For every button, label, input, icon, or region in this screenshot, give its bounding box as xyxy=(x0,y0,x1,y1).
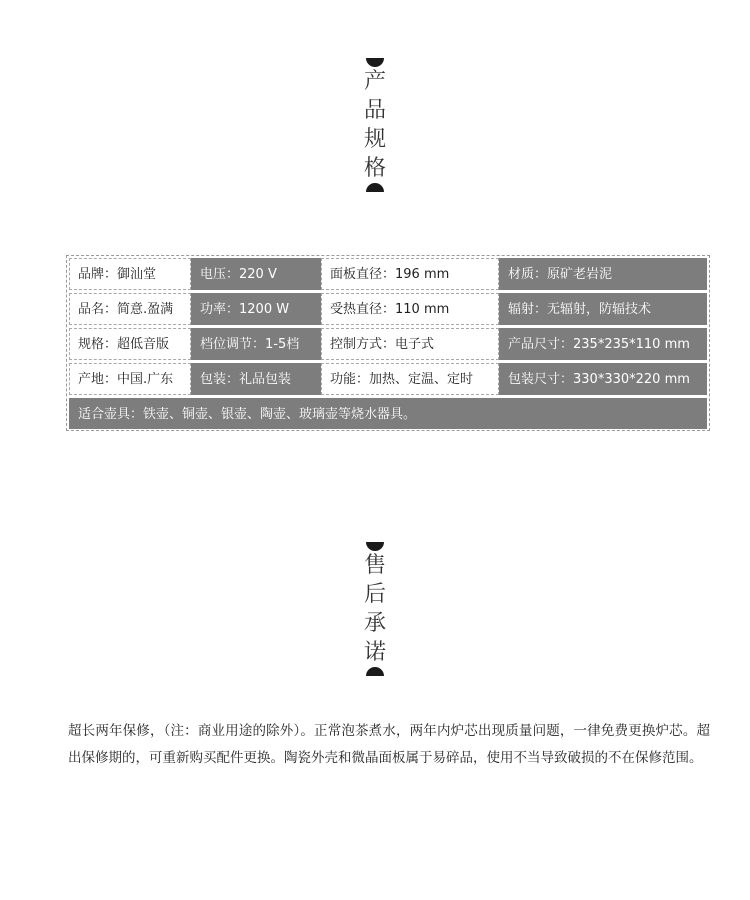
title-char: 品 xyxy=(363,98,386,123)
spec-brand: 品牌：御汕堂 xyxy=(69,258,191,290)
spec-control-mode: 控制方式：电子式 xyxy=(321,328,499,360)
spec-package-size: 包装尺寸：330*330*220 mm xyxy=(499,363,707,395)
spec-section-title xyxy=(360,58,390,192)
bracket-top-icon xyxy=(366,58,384,67)
spec-functions: 功能：加热、定温、定时 xyxy=(321,363,499,395)
warranty-text: 超长两年保修，（注：商业用途的除外）。正常泡茶煮水，两年内炉芯出现质量问题，一律免费更换炉芯。超出保修期的，可重新购买配件更换。陶瓷外壳和微晶面板属于易碎品，使用不当导致破损的不在保修范围。 xyxy=(68,723,710,766)
spec-version: 规格：超低音版 xyxy=(69,328,191,360)
bracket-bottom-icon xyxy=(366,667,384,676)
spec-power: 功率：1200 W xyxy=(191,293,321,325)
title-char: 诺 xyxy=(363,640,386,665)
spec-gear-levels: 档位调节：1-5档 xyxy=(191,328,321,360)
title-char: 格 xyxy=(363,156,386,181)
spec-panel-diameter: 面板直径：196 mm xyxy=(321,258,499,290)
spec-product-name: 品名：简意.盈满 xyxy=(69,293,191,325)
spec-radiation: 辐射：无辐射，防辐技术 xyxy=(499,293,707,325)
title-char: 售 xyxy=(363,553,386,578)
bracket-bottom-icon xyxy=(366,183,384,192)
spec-table xyxy=(66,255,710,431)
spec-product-size: 产品尺寸：235*235*110 mm xyxy=(499,328,707,360)
spec-material: 材质：原矿老岩泥 xyxy=(499,258,707,290)
title-char: 产 xyxy=(363,69,386,94)
spec-voltage: 电压：220 V xyxy=(191,258,321,290)
spec-packaging: 包装：礼品包装 xyxy=(191,363,321,395)
bracket-top-icon xyxy=(366,542,384,551)
title-char: 后 xyxy=(363,582,386,607)
spec-heating-diameter: 受热直径：110 mm xyxy=(321,293,499,325)
title-char: 承 xyxy=(363,611,386,636)
warranty-section-title xyxy=(360,542,390,676)
title-char: 规 xyxy=(363,127,386,152)
spec-compatible-kettles: 适合壶具：铁壶、铜壶、银壶、陶壶、玻璃壶等烧水器具。 xyxy=(69,398,707,429)
spec-origin: 产地：中国.广东 xyxy=(69,363,191,395)
